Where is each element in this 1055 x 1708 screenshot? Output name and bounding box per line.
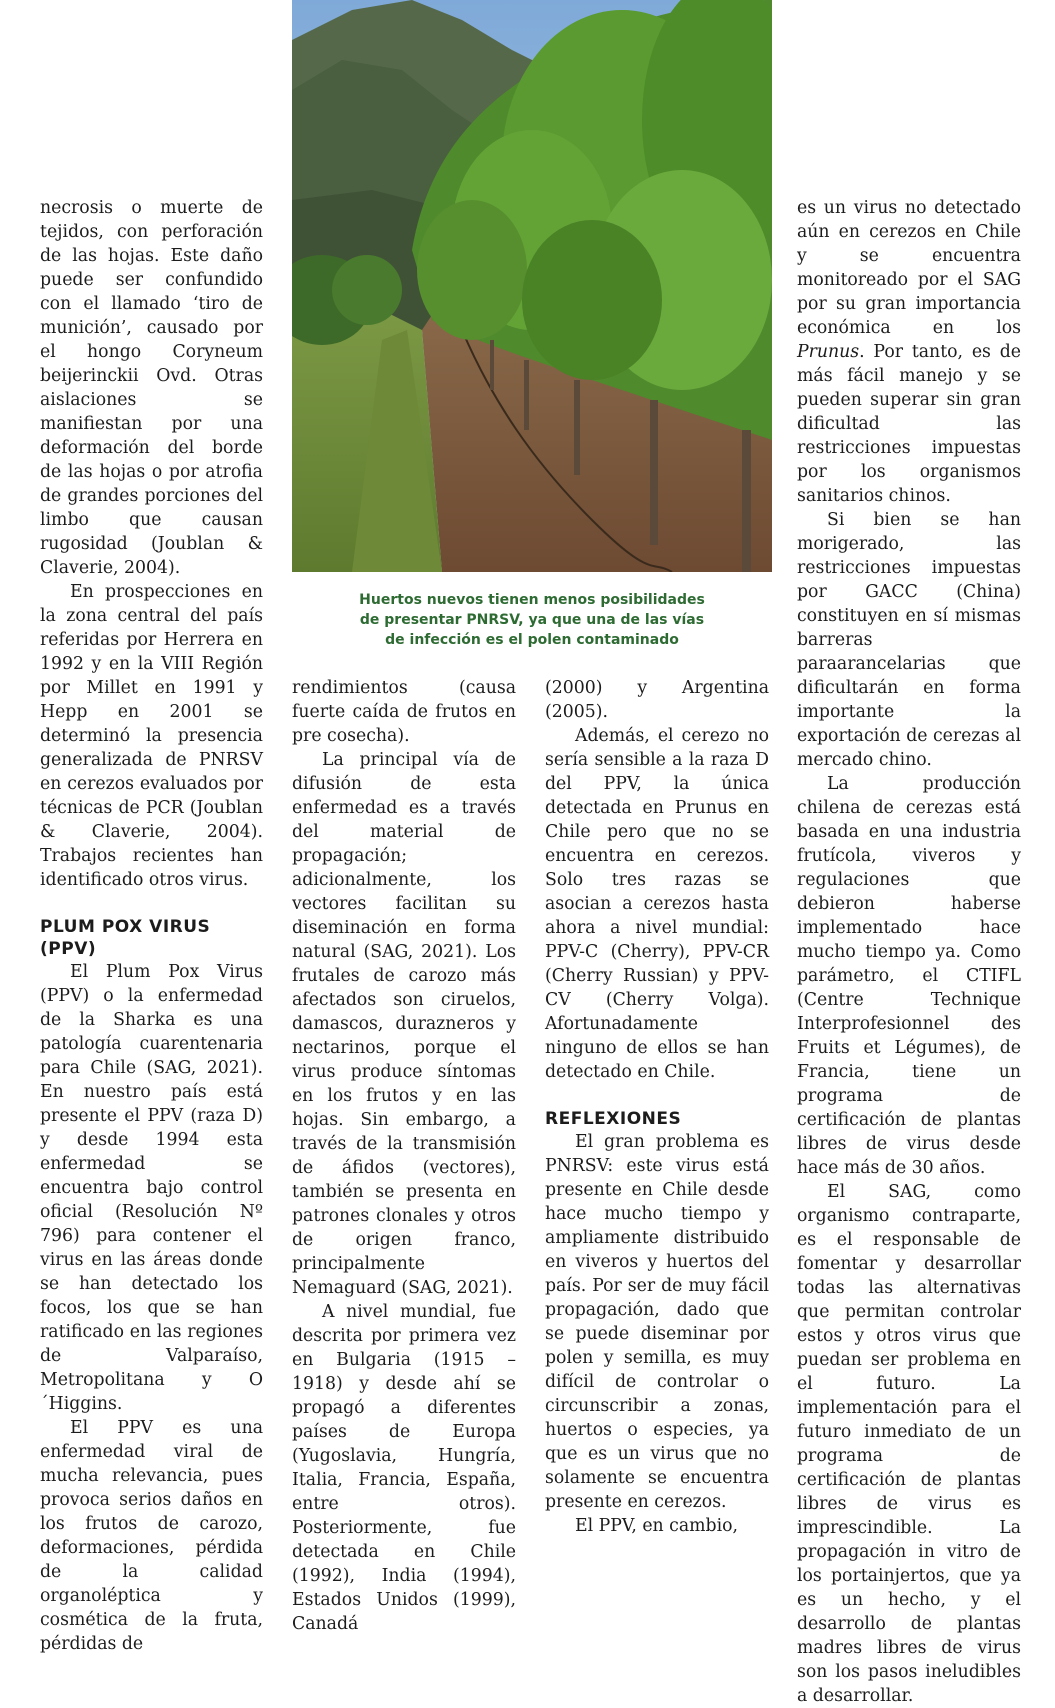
column-3 [545,676,769,1538]
paragraph: rendimientos (causa fuerte caída de frutos en pre cosecha). [292,678,516,746]
paragraph: El PPV, en cambio, [575,1516,739,1536]
paragraph: El PPV es una enfermedad viral de mucha relevancia, pues provoca serios daños en los frutos de carozo, deformaciones, pérdida de la calidad organoléptica y cosmética de la fruta, pérdidas de [40,1418,263,1654]
paragraph: Además, el cerezo no sería sensible a la raza D del PPV, la única detectada en Prunus en Chile pero que no se encuentra en cerezos. Solo tres razas se asocian a cerezos hasta ahora a nivel mundial: PPV-C (Cherry), PPV-CR (Cherry Russian) y PPV-CV (Cherry Volga). Afortunadamente ninguno de ellos se han detectado en Chile. [545,726,769,1082]
paragraph [797,196,1021,508]
paragraph: El SAG, como organismo contraparte, es el responsable de fomentar y desarrollar todas las alternativas que permitan controlar estos y otros virus que puedan ser problema en el futuro. La implementación para el futuro inmediato de un programa de certificación de plantas libres de virus es imprescindible. La propagación in vitro de los portainjertos, que ya es un hecho, y el desarrollo de plantas madres libres de virus son los pasos ineludibles a desarrollar. [797,1182,1021,1706]
paragraph: Si bien se han morigerado, las restricciones impuestas por GACC (China) constituyen en sí mismas barreras paraarancelarias que dificultarán en forma importante la exportación de cerezas al mercado chino. [797,510,1021,770]
paragraph: necrosis o muerte de tejidos, con perforación de las hojas. Este daño puede ser confundido con el llamado ‘tiro de munición’, causado por el hongo Coryneum beijerinckii Ovd. Otras aislaciones se manifiestan por una deformación del borde de las hojas o por atrofia de grandes porciones del limbo que causan rugosidad (Joublan & Claverie, 2004). [40,198,263,578]
column-2 [292,676,516,1636]
caption-line-3: de infección es el polen contaminado [385,632,679,648]
caption-line-2: de presentar PNRSV, ya que una de las vías [359,612,705,628]
paragraph: El gran problema es PNRSV: este virus está presente en Chile desde hace mucho tiempo y ampliamente distribuido en viveros y huertos del país. Por ser de muy fácil propagación, dado que se puede diseminar por polen y semilla, es muy difícil de controlar o circunscribir a zonas, huertos o especies, ya que es un virus que no solamente se encuentra presente en cerezos. [545,1132,769,1512]
paragraph: El Plum Pox Virus (PPV) o la enfermedad de la Sharka es una patología cuarentenaria para Chile (SAG, 2021). En nuestro país está presente el PPV (raza D) y desde 1994 esta enfermedad se encuentra bajo control oficial (Resolución Nº 796) para contener el virus en las áreas donde se han detectado los focos, los que se han ratificado en las regiones de Valparaíso, Metropolitana y O´Higgins. [40,962,263,1414]
paragraph: A nivel mundial, fue descrita por primera vez en Bulgaria (1915 – 1918) y desde ahí se propagó a diferentes países de Europa (Yugoslavia, Hungría, Italia, Francia, España, entre otros). Posteriormente, fue detectada en Chile (1992), India (1994), Estados Unidos (1999), Canadá [292,1302,516,1634]
section-heading-reflexiones: REFLEXIONES [545,1109,682,1129]
text-run: . Por tanto, es de más fácil manejo y se pueden superar sin gran dificultad las restricciones impuestas por los organismos sanitarios chinos. [797,342,1021,506]
section-heading-plum-pox-virus: PLUM POX VIRUS (PPV) [40,917,211,959]
caption-line-1: Huertos nuevos tienen menos posibilidades [359,592,705,608]
italic-term: Prunus [797,342,860,362]
column-1 [40,196,263,1656]
paragraph: (2000) y Argentina (2005). [545,678,769,722]
photo-caption [292,590,772,650]
paragraph: La producción chilena de cerezas está basada en una industria frutícola, viveros y regulaciones que debieron haberse implementado hace mucho tiempo ya. Como parámetro, el CTIFL (Centre Technique Interprofesionnel des Fruits et Légumes), de Francia, tiene un programa de certificación de plantas libres de virus desde hace más de 30 años. [797,774,1021,1178]
orchard-photo [292,0,772,572]
column-4 [797,196,1021,1708]
paragraph: La principal vía de difusión de esta enfermedad es a través del material de propagación; adicionalmente, los vectores facilitan su diseminación en forma natural (SAG, 2021). Los frutales de carozo más afectados son ciruelos, damascos, durazneros y nectarinos, porque el virus produce síntomas en los frutos y en las hojas. Sin embargo, a través de la transmisión de áfidos (vectores), también se presenta en patrones clonales y otros de origen franco, principalmente Nemaguard (SAG, 2021). [292,750,516,1298]
text-run: es un virus no detectado aún en cerezos en Chile y se encuentra monitoreado por el SAG por su gran importancia económica en los [797,198,1021,338]
paragraph: En prospecciones en la zona central del país referidas por Herrera en 1992 y en la VIII Región por Millet en 1991 y Hepp en 2001 se determinó la presencia generalizada de PNRSV en cerezos evaluados por técnicas de PCR (Joublan & Claverie, 2004). Trabajos recientes han identificado otros virus. [40,582,263,890]
